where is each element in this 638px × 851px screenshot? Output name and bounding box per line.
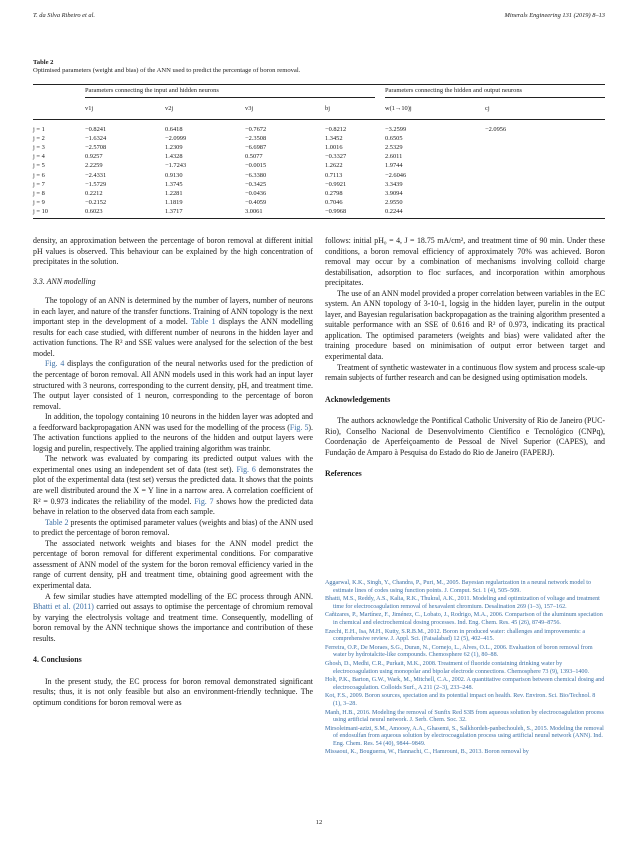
- table-cell: −1.7243: [165, 162, 187, 170]
- row-label: j = 5: [33, 162, 45, 170]
- table-cell: −3.2599: [385, 126, 407, 133]
- table-cell: 3.9094: [385, 189, 403, 197]
- text-span: The topology of an ANN is determined by the number of layers, number of neurons in each layer, and nature of the transfer functions. Training of ANN topology is the next important step in the development of a model.: [33, 296, 313, 327]
- table-cell: −0.8212: [325, 126, 347, 133]
- header-authors: T. da Silva Ribeiro et al.: [33, 12, 95, 19]
- paragraph-optimum-conditions: follows: initial pH₀ = 4, J = 18.75 mA/cm², and treatment time of 90 min. Under these conditions, a boron removal efficiency of approximately 70% was achieved. Boron removal may occur by a combination of mechanisms involving colloid charge destabilisation, adsorption to floc surfaces, and incorporation within amorphous precipitates.: [325, 236, 605, 288]
- reference-item[interactable]: Holt, P.K., Barton, G.W., Wark, M., Mitchell, C.A., 2002. A quantitative comparison between chemical dosing and electrocoagulation. Colloids Surf., A 211 (2–3), 233–248.: [325, 677, 605, 691]
- column-header: cj: [485, 105, 490, 112]
- table-cell: 1.2309: [165, 144, 183, 152]
- table-cell: 2.5329: [385, 144, 403, 152]
- text-span: In addition, the topology containing 10 neurons in the hidden layer was adopted and a feedforward backpropagation ANN was used for the modelling of the process (: [33, 412, 313, 432]
- table-top-rule: [33, 84, 605, 85]
- header-bottom-rule: [33, 119, 605, 120]
- intro-paragraph: density, an approximation between the percentage of boron removal at different initial pH values is observed. This behaviour can be explained by the high concentration of precipitates in the solution.: [33, 236, 313, 267]
- text-span: carried out assays to optimise the percentage of chromium removal by varying the electrolysis voltage and treatment time. Consequently, modelling of boron removal by the ANN technique shows the importance and contribution of these results.: [33, 602, 313, 643]
- table-cell: −0.3327: [325, 153, 347, 161]
- group-header-hidden-output: Parameters connecting the hidden and output neurons: [385, 87, 523, 94]
- table-cell: 1.4328: [165, 153, 183, 161]
- acknowledgements-text: The authors acknowledge the Pontifical Catholic University of Rio de Janeiro (PUC-Rio), Conselho Nacional de Desenvolvimento Científico e Tecnológico (CNPq), Coordenação de Aperfeiçoamento de Pessoal de Nível Superior (CAPES), and Fundação de Amparo à Pesquisa do Estado do Rio de Janeiro (FAPERJ).: [325, 416, 606, 457]
- table-cell: −2.0999: [165, 135, 187, 143]
- column-header: v2j: [165, 105, 174, 112]
- table-cell: 0.6418: [165, 126, 183, 133]
- column-header: v1j: [85, 105, 94, 112]
- link-fig-7[interactable]: Fig. 7: [194, 496, 214, 506]
- reference-item[interactable]: Manh, H.B., 2016. Modeling the removal of Sunfix Red S3B from aqueous solution by electrocoagulation process using artificial neural network. J. Serb. Chem. Soc. 32.: [325, 709, 604, 724]
- reference-item[interactable]: Ghosh, D., Medhi, C.R., Purkait, M.K., 2008. Treatment of fluoride containing drinking water by electrocoagulation using monopolar and bipolar electrode connections. Chemosphere 73 (9), 1393–1400.: [325, 660, 590, 675]
- acknowledgements-title: Acknowledgements: [325, 394, 391, 404]
- table-cell: 0.2244: [385, 207, 403, 215]
- table-cell: −0.9968: [325, 207, 347, 215]
- references-title: References: [325, 469, 362, 479]
- table-cell: 1.3717: [165, 207, 183, 215]
- paragraph-similar-studies: [33, 592, 313, 645]
- row-label: j = 1: [33, 126, 45, 133]
- table-caption: [33, 59, 300, 76]
- table-cell: −6.6987: [245, 144, 267, 152]
- table-cell: −0.3425: [245, 180, 267, 188]
- table-caption-text: Optimised parameters (weight and bias) of the ANN used to predict the percentage of boron removal.: [33, 67, 301, 75]
- column-header: bj: [325, 105, 330, 112]
- row-label: j = 3: [33, 144, 45, 152]
- link-table-1[interactable]: Table 1: [190, 317, 216, 327]
- table-bottom-rule: [33, 218, 605, 219]
- paragraph-network-weights: The associated network weights and biases for the ANN model predict the percentage of boron removal for different experimental conditions. For comparative assessment of ANN model of the system for the boron removal efficiency varied in the range of current density, pH and treatment time, obtaining good agreement with the experimental data.: [33, 538, 313, 590]
- header-journal: Minerals Engineering 131 (2019) 8–13: [504, 12, 605, 19]
- table-cell: 1.3745: [165, 180, 183, 188]
- table-cell: 0.7113: [325, 171, 343, 179]
- paragraph-conclusions: In the present study, the EC process for boron removal demonstrated significant results; thus, it is not only feasible but also an environment-friendly technique. The optimum conditions for boron removal were as: [33, 676, 313, 707]
- table-cell: −1.6324: [85, 135, 107, 143]
- reference-item[interactable]: Missaoui, K., Bouguerra, W., Hannachi, C., Hamrouni, B., 2013. Boron removal by: [325, 749, 529, 756]
- references-list: [325, 580, 605, 758]
- reference-item[interactable]: Ferreira, O.P., De Moraes, S.G., Duran, N., Cornejo, L., Alves, O.L., 2006. Evaluation of boron removal from water by hydrotalcite-like compounds. Chemosphere 62 (1), 80–88.: [325, 644, 593, 659]
- reference-item[interactable]: Ezechi, E.H., Isa, M.H., Kutty, S.R.B.M., 2012. Boron in produced water: challenges and improvements: a comprehensive review. J. Appl. Sci. (Faisalabad) 12 (5), 402–415.: [325, 628, 586, 643]
- table-cell: −2.4331: [85, 171, 107, 179]
- text-span: shows how the predicted data behave in relation to the observed data from each sample.: [33, 496, 313, 517]
- link-fig-6[interactable]: Fig. 6: [236, 464, 256, 474]
- row-label: j = 7: [33, 180, 45, 188]
- reference-item[interactable]: Mirsoleimani-azizi, S.M., Amooey, A.A., Ghasemi, S., Salkhordeh-panbechouleh, S., 2015. Modeling the removal of endosulfan from aqueous solution by electrocoagulation process using artificial neural network (ANN). Ind. Eng. Chem. Res. 54 (40), 9844–9849.: [325, 725, 604, 747]
- row-label: j = 10: [33, 207, 48, 215]
- text-span: demonstrates the plot of the experimental data (test set) versus the predicted data. It shows that the points are well distributed around the X = Y line in a narrow area. A correlation coefficient of R² = 0.973 indicates the reliability of the model.: [33, 464, 313, 506]
- text-span: displays the configuration of the neural networks used for the prediction of the percentage of boron removal. All ANN models used in this work had an input layer structured with 3 neurons, corresponding to the current density, pH, and treatment time. The output layer consisted of 1 neuron, corresponding to the percentage of boron removal.: [33, 359, 313, 411]
- table-cell: 0.9257: [85, 153, 103, 161]
- table-cell: −0.7672: [245, 126, 267, 133]
- table-cell: 0.6023: [85, 207, 103, 215]
- text-span: displays the ANN modelling results for each case studied, with different number of neurons in the hidden layer and activation functions. The R² and SSE values were analysed for the selection of the best model.: [33, 317, 313, 358]
- table-cell: −6.3380: [245, 171, 267, 179]
- table-cell: 1.0016: [325, 144, 343, 152]
- table-cell: −0.9921: [325, 180, 347, 188]
- table-cell: 2.2259: [85, 162, 103, 170]
- table-cell: 1.9744: [385, 162, 403, 170]
- reference-item[interactable]: Cañizares, P., Martínez, F., Jiménez, C., Lobato, J., Rodrigo, M.A., 2006. Comparison of the aluminum speciation in chemical and electrochemical dosing processes. Ind. Eng. Chem. Res. 45 (26), 8749–8756.: [325, 612, 603, 626]
- table-cell: 1.3452: [325, 135, 343, 143]
- table-label: Table 2: [33, 59, 54, 66]
- column-header: w(1→10)j: [385, 105, 412, 112]
- table-cell: 2.6011: [385, 153, 403, 161]
- paragraph-hidden-layer: [33, 412, 313, 454]
- text-span: The network was evaluated by comparing its predicted output values with the experimental ones using an independent set of data (test set).: [33, 454, 313, 474]
- column-header: v3j: [245, 105, 254, 112]
- link-fig-5[interactable]: Fig. 5: [289, 422, 309, 432]
- table-cell: 0.9130: [165, 171, 183, 179]
- text-span: presents the optimised parameter values (weights and bias) of the ANN used to predict the percentage of boron removal.: [33, 517, 313, 538]
- table-cell: 0.7046: [325, 198, 343, 206]
- table-cell: 0.2212: [85, 189, 103, 197]
- text-span: ). The activation functions applied to the neurons of the hidden and output layers were logsig and purelin, respectively. The applied training algorithm was trainbr.: [33, 422, 314, 453]
- group-header-input-hidden: Parameters connecting the input and hidden neurons: [85, 87, 219, 94]
- table-cell: 0.2798: [325, 189, 343, 197]
- table-cell: −0.0436: [245, 189, 267, 197]
- row-label: j = 2: [33, 135, 45, 143]
- link-bhatti-2011[interactable]: Bhatti et al. (2011): [33, 602, 94, 612]
- link-fig-4[interactable]: Fig. 4: [45, 359, 65, 369]
- paragraph-ann-correlation: The use of an ANN model provided a proper correlation between variables in the EC system. An ANN topology of 3-10-1, logsig in the hidden layer, purelin in the output layer, and Bayesian regularisation backpropagation as the training algorithm presented a suitable performance with an SSE of 0.616 and R² of 0.973, indicating its practical application. The optimised parameters (weights and bias) were validated after the training procedure based on minimisation of output error between target and experimental data.: [325, 288, 605, 362]
- table-cell: 3.0061: [245, 207, 263, 215]
- right-column: [325, 236, 605, 491]
- group-rule-left: [85, 97, 375, 98]
- reference-item[interactable]: Bhatti, M.S., Reddy, A.S., Kalia, R.K., Thukral, A.K., 2011. Modeling and optimization of voltage and treatment time for electrocoagulation removal of hexavalent chromium. Desalination 269 (1–3), 157–162.: [325, 596, 600, 610]
- reference-item[interactable]: Kot, F.S., 2009. Boron sources, speciation and its potential impact on health. Rev. Environ. Sci. Bio/Technol. 8 (1), 3–28.: [325, 693, 596, 707]
- table-cell: −2.5708: [85, 144, 107, 152]
- paragraph-topology: [33, 296, 313, 359]
- table-cell: −0.8241: [85, 126, 107, 133]
- link-table-2[interactable]: Table 2: [45, 517, 69, 527]
- row-label: j = 8: [33, 189, 45, 197]
- table-cell: 1.2622: [325, 162, 343, 170]
- table-cell: −2.6046: [385, 171, 407, 179]
- table-cell: 0.6505: [385, 135, 403, 143]
- group-rule-right: [385, 97, 605, 98]
- table-cell: −1.5729: [85, 180, 107, 188]
- table-cell: 0.5077: [245, 153, 263, 161]
- paragraph-table2: [33, 518, 313, 539]
- text-span: A few similar studies have attempted modelling of the EC process through ANN.: [45, 591, 313, 601]
- row-label: j = 6: [33, 171, 45, 179]
- table-cell: −2.3508: [245, 135, 267, 143]
- table-cell: 1.1819: [165, 198, 183, 206]
- table-cell: −2.0956: [485, 126, 507, 133]
- table-cell: −0.0015: [245, 162, 267, 170]
- page-number: 12: [315, 819, 323, 826]
- table-cell: −0.4059: [245, 198, 267, 206]
- paragraph-configuration: [33, 359, 313, 412]
- table-cell: 3.3439: [385, 180, 403, 188]
- table-cell: −0.2152: [85, 198, 107, 206]
- table-cell: 1.2281: [165, 189, 183, 197]
- paragraph-further-research: Treatment of synthetic wastewater in a continuous flow system and process scale-up remain subjects of further research and can be designed using optimisation models.: [325, 362, 605, 383]
- reference-item[interactable]: Aggarwal, K.K., Singh, Y., Chandra, P., Puri, M., 2005. Bayesian regularization in a neural network model to estimate lines of codes using function points. J. Comput. Sci. 1 (4), 505–509.: [325, 580, 592, 594]
- row-label: j = 9: [33, 198, 45, 206]
- left-column: [33, 236, 313, 708]
- running-header: [33, 12, 605, 19]
- section-ann-modelling-title: 3.3. ANN modelling: [33, 276, 96, 286]
- paragraph-evaluation: [33, 454, 313, 517]
- row-label: j = 4: [33, 153, 45, 161]
- table-cell: 2.9550: [385, 198, 403, 206]
- section-conclusions-title: 4. Conclusions: [33, 655, 82, 665]
